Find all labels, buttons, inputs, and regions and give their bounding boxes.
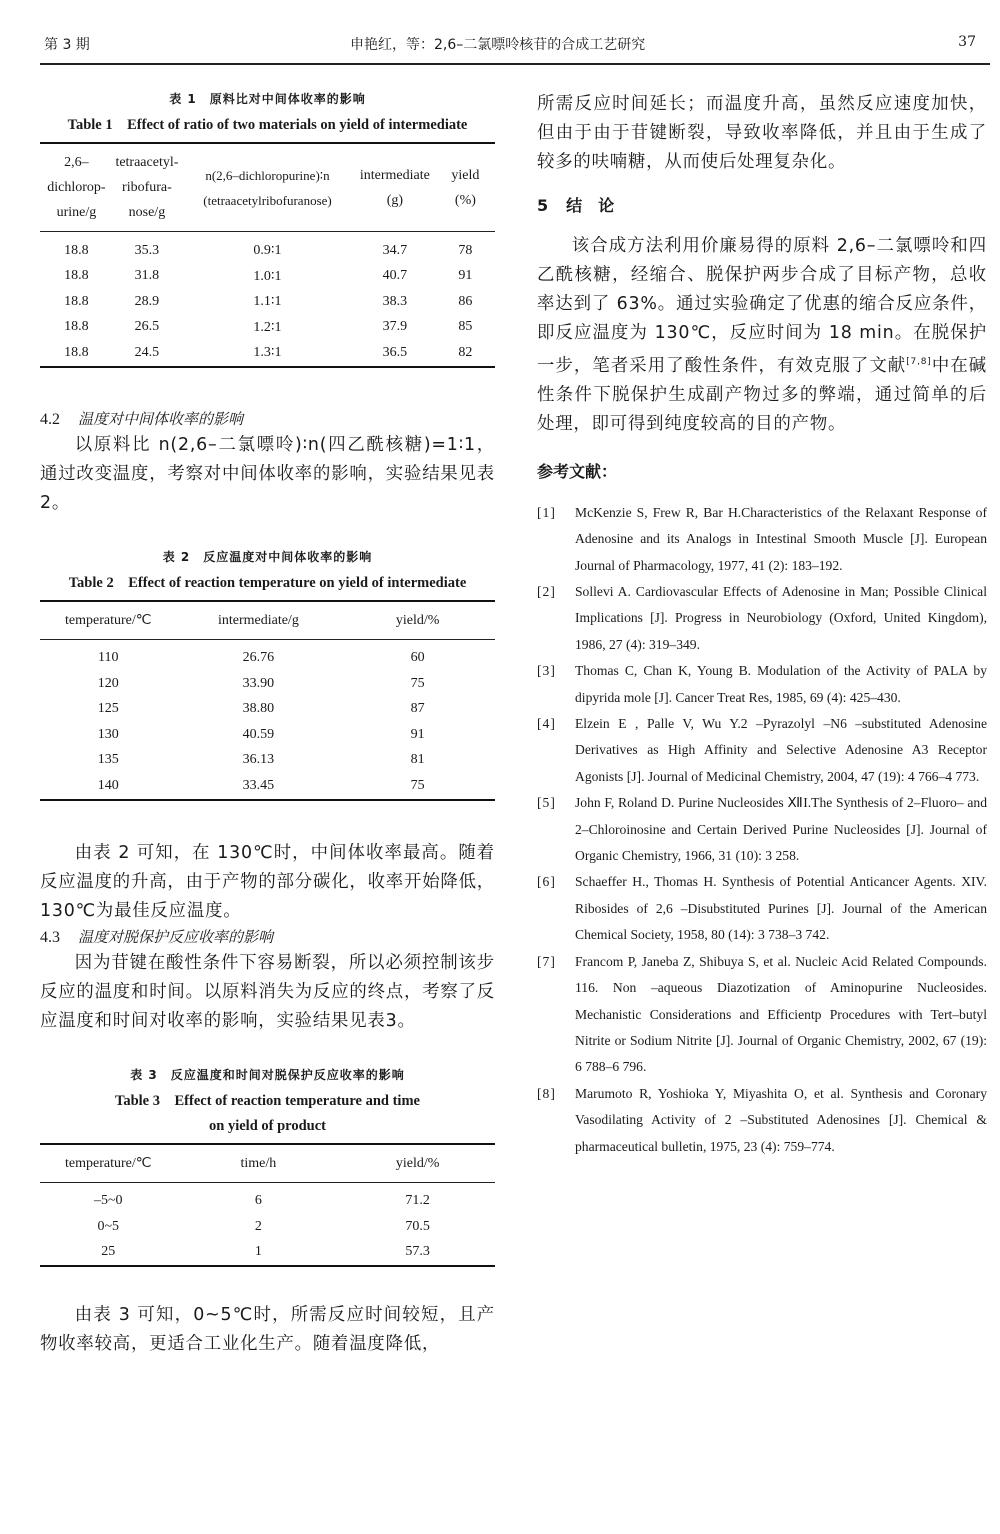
paragraph-after-table-2: 由表 2 可知，在 130℃时，中间体收率最高。随着反应温度的升高，由于产物的部分碳化，收率开始降低，130℃为最佳反应温度。 xyxy=(40,842,495,921)
table-1 xyxy=(40,90,495,368)
reference-number: [6] xyxy=(537,874,556,890)
section-4-2-paragraph: 以原料比 n(2,6–二氯嘌呤)∶n(四乙酰核糖)=1∶1，通过改变温度，考察对中间体收率的影响，实验结果见表 2。 xyxy=(40,434,495,513)
table-cell: 28.9 xyxy=(134,293,160,309)
table-1-grid xyxy=(40,142,495,368)
section-5-heading: 5 结 论 xyxy=(537,196,615,215)
table-cell: 18.8 xyxy=(64,293,89,309)
table-cell: 91 xyxy=(410,726,425,742)
table-row xyxy=(40,748,495,774)
reference-list xyxy=(537,500,987,1160)
table-cell: 70.5 xyxy=(405,1218,430,1234)
table-3-caption-en-line1: Table 3 Effect of reaction temperature and time xyxy=(115,1092,420,1109)
reference-item xyxy=(537,949,987,1081)
table-cell: 18.8 xyxy=(64,242,89,258)
table-cell: 1.1∶1 xyxy=(253,294,282,310)
section-4-3-paragraph: 因为苷键在酸性条件下容易断裂，所以必须控制该步反应的温度和时间。以原料消失为反应的终点，考察了反应温度和时间对收率的影响，实验结果见表3。 xyxy=(40,952,495,1031)
table-row xyxy=(40,264,495,290)
table-cell: 0~5 xyxy=(97,1218,120,1234)
table-2-caption-en: Table 2 Effect of reaction temperature on yield of intermediate xyxy=(68,574,467,591)
table-cell: 24.5 xyxy=(134,344,160,360)
table-cell: 125 xyxy=(97,701,119,717)
table-row xyxy=(40,722,495,748)
references-heading: 参考文献： xyxy=(537,461,618,481)
table-cell: 18.8 xyxy=(64,268,89,284)
reference-text: McKenzie S, Frew R, Bar H.Characteristics of the Relaxant Response of Adenosine and its Analogs in Intestinal Smooth Muscle [J]. European Journal of Pharmacology, 1977, 41 (2): 183–192. xyxy=(575,504,987,573)
citation-7-8[interactable]: [7,8] xyxy=(906,357,932,367)
reference-number: [7] xyxy=(537,953,556,969)
table-row xyxy=(40,697,495,723)
table-row xyxy=(40,773,495,800)
table-1-header: tetraacetyl- ribofura- nose/g xyxy=(115,155,179,220)
table-row xyxy=(40,1240,495,1267)
reference-item xyxy=(537,711,987,790)
table-cell: 26.5 xyxy=(134,319,160,335)
reference-text: Francom P, Janeba Z, Shibuya S, et al. Nucleic Acid Related Compounds. 116. Non –aqueous Diazotization of Aminopurine Nucleosides. Mechanistic Considerations and Efficientp Procedures with Tert–butyl Nitrite or Sodium Nitrite [J]. Journal of Organic Chemistry, 2002, 67 (19): 6 788–6 796. xyxy=(575,953,987,1075)
table-row xyxy=(40,1182,495,1214)
page-number: 37 xyxy=(958,34,976,50)
table-cell: 25 xyxy=(101,1244,116,1260)
table-cell: 37.9 xyxy=(382,319,408,335)
continued-paragraph: 所需反应时间延长；而温度升高，虽然反应速度加快，但由于由于苷键断裂，导致收率降低，并且由于生成了较多的呋喃糖，从而使后处理复杂化。 xyxy=(537,94,987,172)
reference-text: John F, Roland D. Purine Nucleosides ⅫI.The Synthesis of 2–Fluoro– and 2–Chloroinosine and Certain Derived Purine Nucleosides [J]. Journal of Organic Chemistry, 1966, 31 (10): 3 258. xyxy=(575,795,987,864)
table-2-caption-zh: 表 2 反应温度对中间体收率的影响 xyxy=(162,549,373,564)
table-3 xyxy=(40,1066,495,1268)
table-cell: 91 xyxy=(458,268,473,284)
table-row xyxy=(40,1214,495,1240)
table-cell: 71.2 xyxy=(405,1193,430,1209)
table-row xyxy=(40,340,495,367)
table-cell: –5~0 xyxy=(93,1193,123,1209)
reference-text: Sollevi A. Cardiovascular Effects of Adenosine in Man; Possible Clinical Implications [J]. Progress in Neurobiology (Oxford, United Kingdom), 1986, 27 (4): 319–349. xyxy=(575,584,987,652)
table-1-header: intermediate (g) xyxy=(359,167,430,208)
table-cell: 0.9∶1 xyxy=(253,243,282,259)
section-4-2-heading: 4.2 温度对中间体收率的影响 xyxy=(40,409,244,428)
reference-item xyxy=(537,500,987,579)
issue-label: 第 3 期 xyxy=(44,37,90,53)
table-cell: 2 xyxy=(254,1218,262,1234)
table-cell: 40.59 xyxy=(242,726,275,742)
table-cell: 31.8 xyxy=(134,268,160,284)
reference-text: Elzein E , Palle V, Wu Y.2 –Pyrazolyl –N6 –substituted Adenosine Derivatives as High Affinity and Selective Adenosine A3 Receptor Agonists [J]. Journal of Medicinal Chemistry, 2004, 47 (19): 4 766–4 773. xyxy=(575,716,987,784)
table-1-caption-zh: 表 1 原料比对中间体收率的影响 xyxy=(169,92,366,106)
table-cell: 40.7 xyxy=(382,268,408,284)
reference-number: [2] xyxy=(537,584,556,600)
table-1-header: yield (%) xyxy=(451,167,480,208)
table-cell: 1.3∶1 xyxy=(253,345,282,361)
table-cell: 60 xyxy=(410,650,425,666)
table-cell: 18.8 xyxy=(64,344,89,360)
running-title: 申艳红，等：2,6–二氯嘌呤核苷的合成工艺研究 xyxy=(350,37,646,53)
table-cell: 36.5 xyxy=(382,344,408,360)
reference-text: Thomas C, Chan K, Young B. Modulation of the Activity of PALA by dipyrida mole [J]. Cancer Treat Res, 1985, 69 (4): 425–430. xyxy=(575,663,987,705)
table-cell: 87 xyxy=(410,701,425,717)
table-3-header: temperature/℃ xyxy=(65,1155,152,1171)
table-cell: 85 xyxy=(458,319,473,335)
table-cell: 38.80 xyxy=(242,701,275,717)
table-cell: 57.3 xyxy=(405,1244,430,1260)
table-2-header: yield/% xyxy=(395,612,440,628)
reference-number: [5] xyxy=(537,795,556,811)
table-3-caption-en-line2: on yield of product xyxy=(209,1117,326,1134)
table-cell: 1.0∶1 xyxy=(253,268,282,284)
section-4-3-heading: 4.3 温度对脱保护反应收率的影响 xyxy=(40,927,274,946)
header-rule xyxy=(40,63,990,65)
table-cell: 1 xyxy=(254,1244,262,1260)
table-cell: 34.7 xyxy=(382,242,408,258)
table-cell: 81 xyxy=(410,752,425,768)
table-3-header: time/h xyxy=(240,1155,277,1171)
table-row xyxy=(40,639,495,671)
table-row xyxy=(40,315,495,341)
table-2-header: intermediate/g xyxy=(217,612,299,628)
table-cell: 75 xyxy=(410,777,425,793)
table-cell: 33.45 xyxy=(242,777,275,793)
reference-number: [4] xyxy=(537,716,556,732)
left-column xyxy=(40,90,495,1359)
running-header xyxy=(0,0,1000,66)
table-3-grid xyxy=(40,1143,495,1268)
table-1-header: 2,6– dichlorop- urine/g xyxy=(47,155,106,220)
table-2 xyxy=(40,548,495,801)
paragraph-after-table-3: 由表 3 可知，0~5℃时，所需反应时间较短，且产物收率较高，更适合工业化生产。随着温度降低， xyxy=(40,1305,495,1354)
reference-item xyxy=(537,1081,987,1160)
reference-number: [3] xyxy=(537,663,556,679)
table-cell: 1.2∶1 xyxy=(253,319,282,335)
table-1-caption-en: Table 1 Effect of ratio of two materials on yield of intermediate xyxy=(67,117,468,133)
table-cell: 18.8 xyxy=(64,319,89,335)
table-cell: 75 xyxy=(410,675,425,691)
table-row xyxy=(40,289,495,315)
table-cell: 33.90 xyxy=(242,675,275,691)
table-2-header: temperature/℃ xyxy=(65,612,152,628)
reference-item xyxy=(537,579,987,658)
table-1-header: n(2,6–dichloropurine)∶n (tetraacetylribofuranose) xyxy=(203,167,332,208)
table-row xyxy=(40,232,495,264)
table-cell: 6 xyxy=(254,1193,262,1209)
section-5-paragraph: 该合成方法利用价廉易得的原料 2,6–二氯嘌呤和四乙酰核糖，经缩合、脱保护两步合成了目标产物，总收率达到了 63%。通过实验确定了优惠的缩合反应条件，即反应温度为 130℃，反应时间为 18 min。在脱保护一步，笔者采用了酸性条件，有效克服了文献[7,8]中在碱性条件下脱保护生成副产物过多的弊端，通过简单的后处理，即可得到纯度较高的目的产物。 xyxy=(537,236,987,434)
reference-number: [1] xyxy=(537,504,556,520)
table-cell: 135 xyxy=(97,752,119,768)
table-cell: 86 xyxy=(458,293,473,309)
table-cell: 78 xyxy=(458,242,473,258)
reference-item xyxy=(537,790,987,869)
table-cell: 82 xyxy=(458,344,473,360)
table-cell: 130 xyxy=(97,726,119,742)
table-2-grid xyxy=(40,600,495,801)
reference-text: Marumoto R, Yoshioka Y, Miyashita O, et al. Synthesis and Coronary Vasodilating Activity of 2 –Substituted Adenosines [J]. Chemical & pharmaceutical bulletin, 1975, 23 (4): 759–774. xyxy=(575,1085,987,1154)
table-cell: 36.13 xyxy=(242,752,275,768)
right-column xyxy=(537,90,987,1160)
reference-item xyxy=(537,658,987,711)
table-cell: 110 xyxy=(98,650,119,666)
table-cell: 140 xyxy=(97,777,119,793)
reference-text: Schaeffer H., Thomas H. Synthesis of Potential Anticancer Agents. XIV. Ribosides of 2,6 –Disubstituted Purines [J]. Journal of the American Chemical Society, 1958, 80 (14): 3 738–3 742. xyxy=(575,874,987,943)
table-row xyxy=(40,671,495,697)
table-cell: 38.3 xyxy=(382,293,408,309)
table-3-caption-zh: 表 3 反应温度和时间对脱保护反应收率的影响 xyxy=(130,1067,405,1082)
table-cell: 120 xyxy=(97,675,119,691)
table-3-header: yield/% xyxy=(395,1155,440,1171)
table-cell: 35.3 xyxy=(134,242,160,258)
table-cell: 26.76 xyxy=(242,650,275,666)
reference-item xyxy=(537,869,987,948)
reference-number: [8] xyxy=(537,1085,556,1101)
